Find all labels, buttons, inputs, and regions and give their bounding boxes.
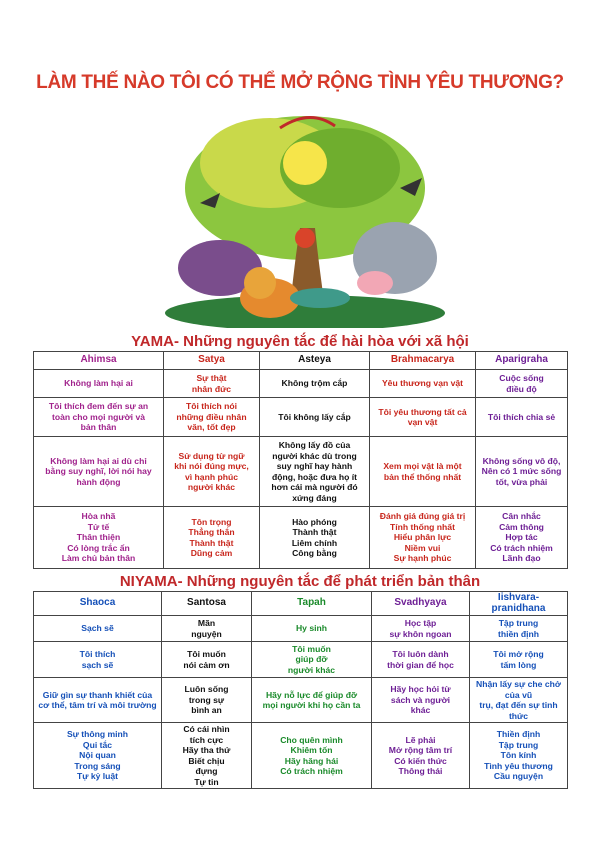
- table-cell: Sự thật nhân đức: [164, 370, 260, 398]
- table-cell: Tôi thích sạch sẽ: [34, 642, 162, 678]
- table-row: [34, 723, 568, 789]
- table-cell: Nhận lấy sự che chở của vũ trụ, đạt đến sự tỉnh thức: [470, 678, 568, 723]
- table-row: [34, 507, 568, 569]
- table-cell: Đánh giá đúng giá trị Tính thống nhất Hiểu phân lực Niềm vui Sự hạnh phúc: [370, 507, 476, 569]
- table-cell: Tôi mở rộng tấm lòng: [470, 642, 568, 678]
- table-cell: Không lấy đồ của người khác dù trong suy nghĩ hay hành động, hoặc đưa họ ít hơn cái mà người đó xứng đáng: [260, 437, 370, 507]
- yama-section-title: YAMA- Những nguyên tắc để hài hòa với xã hội: [131, 333, 469, 350]
- table-cell: Tôi yêu thương tất cả vạn vật: [370, 398, 476, 437]
- column-header: Aparigraha: [476, 352, 568, 370]
- table-cell: Sử dụng từ ngữ khi nói đúng mực, vì hạnh phúc người khác: [164, 437, 260, 507]
- table-cell: Không làm hại ai: [34, 370, 164, 398]
- table-cell: Hy sinh: [252, 616, 372, 642]
- table-cell: Hào phóng Thành thật Liêm chính Công bằng: [260, 507, 370, 569]
- table-cell: Không sống vô độ, Nên có 1 mức sống tốt, vừa phải: [476, 437, 568, 507]
- column-header: Brahmacarya: [370, 352, 476, 370]
- table-cell: Luôn sống trong sự bình an: [162, 678, 252, 723]
- table-cell: Xem mọi vật là một bản thể thống nhất: [370, 437, 476, 507]
- table-cell: Thiền định Tập trung Tôn kính Tình yêu thương Cầu nguyện: [470, 723, 568, 789]
- niyama-header-row: [34, 592, 568, 616]
- table-row: [34, 398, 568, 437]
- table-cell: Tập trung thiền định: [470, 616, 568, 642]
- table-cell: Sạch sẽ: [34, 616, 162, 642]
- table-cell: Yêu thương vạn vật: [370, 370, 476, 398]
- table-cell: Có cái nhìn tích cực Hãy tha thứ Biết chịu đựng Tự tin: [162, 723, 252, 789]
- column-header: Asteya: [260, 352, 370, 370]
- table-cell: Tôi muốn nói cảm ơn: [162, 642, 252, 678]
- table-cell: Không làm hại ai dù chỉ bằng suy nghĩ, lời nói hay hành động: [34, 437, 164, 507]
- yama-header-row: [34, 352, 568, 370]
- table-cell: Lẽ phải Mở rộng tâm trí Có kiến thức Thông thái: [372, 723, 470, 789]
- column-header: Ahimsa: [34, 352, 164, 370]
- table-cell: Cân nhắc Cảm thông Hợp tác Có trách nhiệm Lãnh đạo: [476, 507, 568, 569]
- column-header: Santosa: [162, 592, 252, 616]
- table-cell: Tôi luôn dành thời gian để học: [372, 642, 470, 678]
- table-cell: Sự thông minh Qui tắc Nội quan Trong sáng Tự kỷ luật: [34, 723, 162, 789]
- table-cell: Tôi thích nói những điều nhân văn, tốt đẹp: [164, 398, 260, 437]
- table-row: [34, 616, 568, 642]
- table-row: [34, 437, 568, 507]
- table-cell: Tôi thích chia sẻ: [476, 398, 568, 437]
- table-row: [34, 642, 568, 678]
- tree-animals-illustration: [160, 108, 450, 328]
- table-cell: Tôn trọng Thẳng thắn Thành thật Dũng cảm: [164, 507, 260, 569]
- column-header: Tapah: [252, 592, 372, 616]
- table-cell: Cho quên mình Khiêm tốn Hãy hăng hái Có trách nhiệm: [252, 723, 372, 789]
- table-cell: Hòa nhã Tử tế Thân thiện Có lòng trắc ẩn Làm chủ bản thân: [34, 507, 164, 569]
- column-header: Iishvara- pranidhana: [470, 592, 568, 616]
- table-cell: Hãy học hỏi từ sách và người khác: [372, 678, 470, 723]
- page-title: LÀM THẾ NÀO TÔI CÓ THỂ MỞ RỘNG TÌNH YÊU THƯƠNG?: [36, 72, 564, 93]
- table-cell: Mãn nguyện: [162, 616, 252, 642]
- table-row: [34, 678, 568, 723]
- niyama-table: [33, 591, 568, 789]
- table-cell: Cuộc sống điều độ: [476, 370, 568, 398]
- table-row: [34, 370, 568, 398]
- table-cell: Tôi không lấy cắp: [260, 398, 370, 437]
- column-header: Shaoca: [34, 592, 162, 616]
- table-cell: Tôi muốn giúp đỡ người khác: [252, 642, 372, 678]
- niyama-section-title: NIYAMA- Những nguyên tắc để phát triển bản thân: [119, 573, 481, 590]
- table-cell: Giữ gìn sự thanh khiết của cơ thể, tâm trí và môi trường: [34, 678, 162, 723]
- table-cell: Học tập sự khôn ngoan: [372, 616, 470, 642]
- table-cell: Không trộm cắp: [260, 370, 370, 398]
- column-header: Satya: [164, 352, 260, 370]
- table-cell: Tôi thích đem đến sự an toàn cho mọi người và bản thân: [34, 398, 164, 437]
- table-cell: Hãy nỗ lực để giúp đỡ mọi người khi họ cần ta: [252, 678, 372, 723]
- column-header: Svadhyaya: [372, 592, 470, 616]
- yama-table: [33, 351, 568, 569]
